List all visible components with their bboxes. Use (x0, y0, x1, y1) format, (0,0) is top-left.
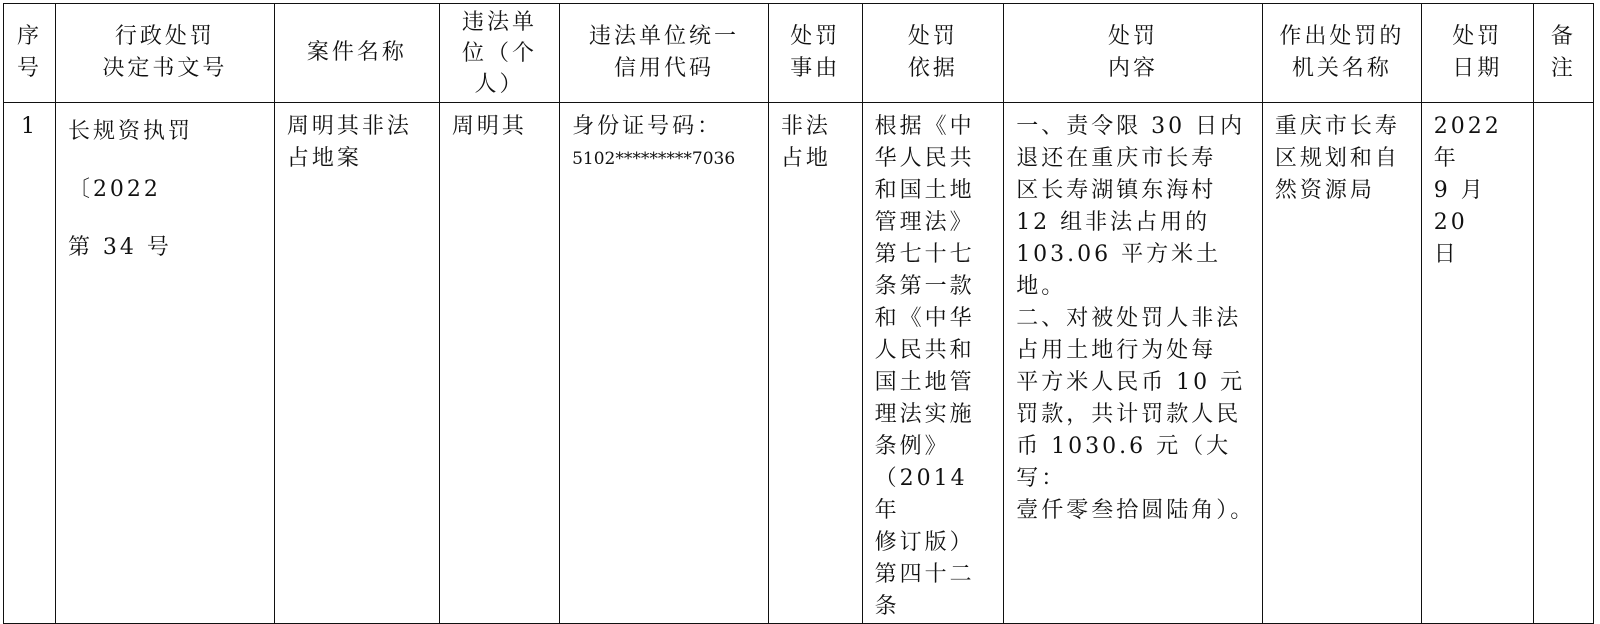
cell-date (1421, 103, 1533, 624)
header-remark: 备 注 (1550, 24, 1576, 81)
header-basis: 处罚 依据 (907, 24, 958, 81)
header-cell-credit-code (560, 4, 769, 103)
cell-reason (768, 103, 862, 624)
cell-case-name (274, 103, 439, 624)
row-basis: 根据《中 华人民共 和国土地 管理法》 第七十七 条第一款 和《中华 人民共和 国土地管 理法实施 条例》 （2014 年 修订版） 第四十二 条 (874, 114, 975, 619)
row-credit-code (560, 103, 768, 175)
header-cell-decision-no (55, 4, 274, 103)
header-content: 处罚 内容 (1108, 24, 1159, 81)
row-index: 1 (20, 114, 38, 139)
header-case-name: 案件名称 (306, 40, 407, 65)
row-case-name: 周明其非法 占地案 (286, 114, 412, 171)
cell-credit-code (560, 103, 769, 624)
credit-code-label: 身份证号码： (572, 114, 723, 139)
cell-authority (1262, 103, 1421, 624)
header-date: 处罚 日期 (1452, 24, 1503, 81)
header-authority: 作出处罚的 机关名称 (1279, 24, 1405, 81)
row-remark (1534, 103, 1593, 111)
table-row (4, 103, 1594, 624)
cell-party (439, 103, 559, 624)
header-cell-basis (862, 4, 1004, 103)
row-authority: 重庆市长寿 区规划和自 然资源局 (1274, 114, 1400, 203)
header-cell-reason (768, 4, 862, 103)
row-content: 一、责令限 30 日内 退还在重庆市长寿 区长寿湖镇东海村 12 组非法占用的 103.06 平方米土地。 二、对被处罚人非法 占用土地行为处每 平方米人民币 10 元 罚款，共计罚款人民 币 1030.6 元（大写： 壹仟零叁拾圆陆角）。 (1016, 114, 1256, 523)
row-party: 周明其 (451, 114, 527, 139)
header-cell-index (4, 4, 56, 103)
header-row (4, 4, 1594, 103)
cell-content (1004, 103, 1263, 624)
row-date: 2022 年 9 月 20 日 (1433, 114, 1502, 267)
cell-decision-no (55, 103, 274, 624)
header-cell-remark (1533, 4, 1593, 103)
header-cell-content (1004, 4, 1263, 103)
header-reason: 处罚 事由 (790, 24, 841, 81)
credit-code-value: 5102*********7036 (572, 149, 736, 169)
header-cell-date (1421, 4, 1533, 103)
header-cell-party (439, 4, 559, 103)
cell-basis (862, 103, 1004, 624)
penalty-table (3, 3, 1594, 624)
header-party: 违法单 位（个 人） (462, 9, 538, 97)
row-reason: 非法 占地 (780, 114, 831, 171)
row-decision-no: 长规资执罚〔2022 第 34 号 (67, 119, 193, 260)
header-index: 序 号 (16, 24, 42, 81)
header-decision-no: 行政处罚 决定书文号 (102, 24, 228, 81)
header-cell-case-name (274, 4, 439, 103)
header-credit-code: 违法单位统一 信用代码 (589, 24, 740, 81)
cell-index (4, 103, 56, 624)
cell-remark (1533, 103, 1593, 624)
header-cell-authority (1262, 4, 1421, 103)
